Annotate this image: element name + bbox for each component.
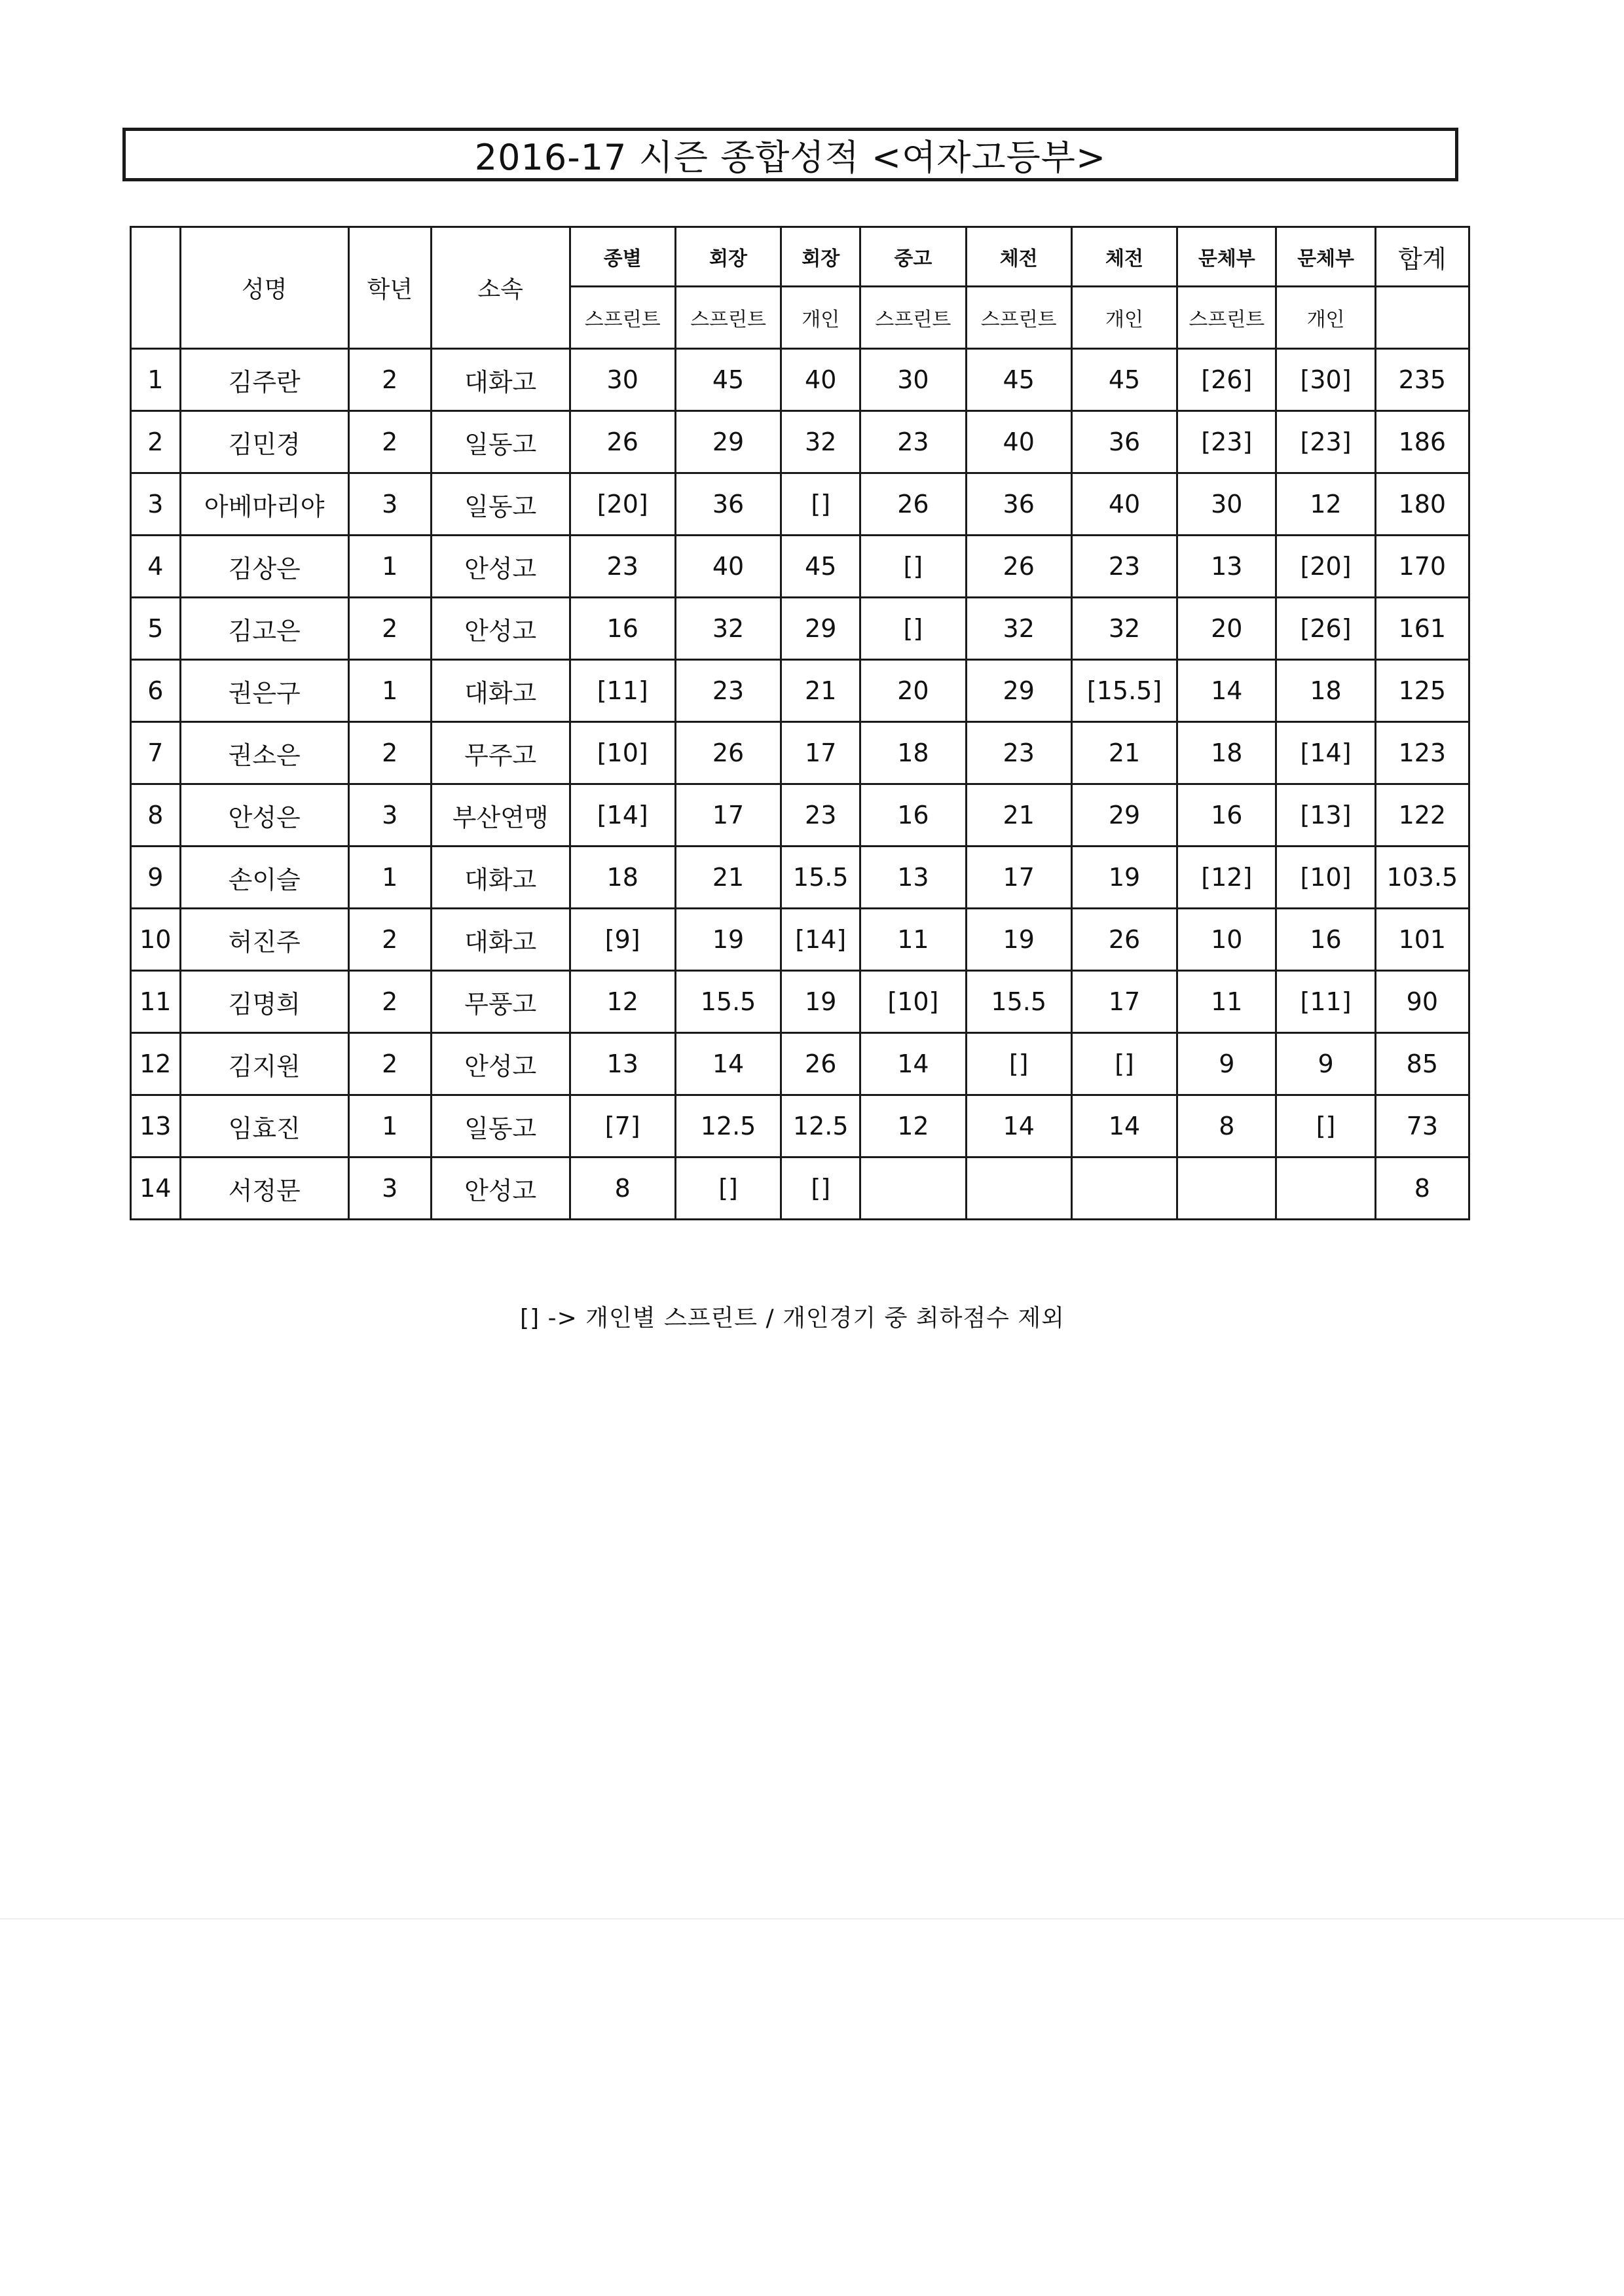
table-row [131,909,1469,971]
score-cell: [15.5] [1071,660,1177,722]
rank-cell: 8 [131,784,181,847]
score-cell: 23 [966,722,1071,784]
score-cell: [] [1071,1033,1177,1095]
grade-cell: 2 [348,1033,431,1095]
score-cell: [10] [1276,847,1375,909]
name-cell: 아베마리야 [180,473,348,536]
score-cell [966,1157,1071,1220]
table-row [131,847,1469,909]
event-header-bottom: 스프린트 [1177,287,1276,349]
score-cell: 16 [1177,784,1276,847]
score-cell: 23 [860,411,966,473]
name-cell: 안성은 [180,784,348,847]
score-cell: 12.5 [781,1095,860,1157]
score-cell: 20 [1177,598,1276,660]
table-row [131,598,1469,660]
rank-cell: 2 [131,411,181,473]
score-cell: 14 [675,1033,781,1095]
header-row-top [131,227,1469,287]
total-cell: 170 [1375,536,1469,598]
score-cell: 12 [860,1095,966,1157]
grade-cell: 1 [348,847,431,909]
score-cell: 29 [966,660,1071,722]
rank-cell: 4 [131,536,181,598]
score-cell: 45 [781,536,860,598]
score-cell: 19 [1071,847,1177,909]
score-cell: 45 [966,349,1071,411]
table-row [131,1033,1469,1095]
rank-cell: 5 [131,598,181,660]
event-header-bottom: 개인 [781,287,860,349]
rank-cell: 12 [131,1033,181,1095]
event-header-bottom: 개인 [1276,287,1375,349]
grade-cell: 3 [348,784,431,847]
rank-cell: 13 [131,1095,181,1157]
score-cell: 19 [675,909,781,971]
name-cell: 김상은 [180,536,348,598]
score-cell: 36 [1071,411,1177,473]
score-cell: 20 [860,660,966,722]
score-table-body [131,349,1469,1220]
score-cell: [] [781,1157,860,1220]
name-cell: 김민경 [180,411,348,473]
score-cell: 23 [1071,536,1177,598]
total-cell: 73 [1375,1095,1469,1157]
score-cell: [11] [1276,971,1375,1033]
rank-cell: 7 [131,722,181,784]
name-cell: 김주란 [180,349,348,411]
score-cell: 16 [570,598,675,660]
name-cell: 임효진 [180,1095,348,1157]
name-cell: 김명희 [180,971,348,1033]
event-header-bottom: 개인 [1071,287,1177,349]
score-cell: [20] [570,473,675,536]
score-cell: 32 [781,411,860,473]
grade-cell: 3 [348,473,431,536]
score-cell: 16 [1276,909,1375,971]
school-cell: 안성고 [431,536,570,598]
score-cell: 9 [1177,1033,1276,1095]
score-cell: 26 [570,411,675,473]
event-header-top: 체전 [1071,227,1177,287]
score-cell: 18 [1177,722,1276,784]
score-cell: [26] [1177,349,1276,411]
grade-header: 학년 [348,227,431,349]
scan-divider [0,1918,1624,1920]
rank-cell: 9 [131,847,181,909]
grade-cell: 2 [348,349,431,411]
grade-cell: 2 [348,598,431,660]
total-cell: 123 [1375,722,1469,784]
score-cell: 23 [675,660,781,722]
score-cell: [14] [1276,722,1375,784]
score-cell: 15.5 [966,971,1071,1033]
event-header-top: 회장 [675,227,781,287]
score-cell: [11] [570,660,675,722]
score-cell: 45 [675,349,781,411]
rank-header [131,227,181,349]
table-row [131,1095,1469,1157]
event-header-bottom: 스프린트 [966,287,1071,349]
score-cell: [] [781,473,860,536]
name-cell: 손이슬 [180,847,348,909]
score-cell: [23] [1177,411,1276,473]
school-cell: 무풍고 [431,971,570,1033]
score-cell: [9] [570,909,675,971]
page-title: 2016-17 시즌 종합성적 <여자고등부> [474,136,1107,178]
score-cell: [] [860,536,966,598]
score-cell: 12 [1276,473,1375,536]
total-cell: 103.5 [1375,847,1469,909]
score-cell: 32 [1071,598,1177,660]
grade-cell: 1 [348,536,431,598]
grade-cell: 2 [348,722,431,784]
total-header-blank [1375,287,1469,349]
score-cell: 30 [570,349,675,411]
score-cell: [30] [1276,349,1375,411]
school-cell: 무주고 [431,722,570,784]
score-cell: 36 [966,473,1071,536]
total-cell: 180 [1375,473,1469,536]
school-cell: 안성고 [431,1033,570,1095]
school-cell: 안성고 [431,1157,570,1220]
score-cell: 17 [675,784,781,847]
total-header: 합계 [1375,227,1469,287]
score-cell: 13 [1177,536,1276,598]
table-row [131,971,1469,1033]
total-cell: 235 [1375,349,1469,411]
score-cell: 23 [781,784,860,847]
score-cell: 32 [675,598,781,660]
table-row [131,536,1469,598]
score-cell: 21 [781,660,860,722]
score-cell: 11 [860,909,966,971]
event-header-bottom: 스프린트 [570,287,675,349]
score-cell: 19 [966,909,1071,971]
rank-cell: 6 [131,660,181,722]
score-cell: 17 [781,722,860,784]
score-cell: [10] [860,971,966,1033]
event-header-top: 문체부 [1276,227,1375,287]
rank-cell: 14 [131,1157,181,1220]
name-cell: 서정문 [180,1157,348,1220]
grade-cell: 3 [348,1157,431,1220]
grade-cell: 1 [348,660,431,722]
event-header-bottom: 스프린트 [675,287,781,349]
score-cell: 14 [1071,1095,1177,1157]
grade-cell: 2 [348,411,431,473]
event-header-bottom: 스프린트 [860,287,966,349]
score-cell: [26] [1276,598,1375,660]
rank-cell: 3 [131,473,181,536]
school-cell: 일동고 [431,1095,570,1157]
score-cell: 8 [570,1157,675,1220]
score-cell: 29 [781,598,860,660]
table-row [131,411,1469,473]
score-cell: 26 [781,1033,860,1095]
score-cell: 15.5 [781,847,860,909]
rank-cell: 11 [131,971,181,1033]
score-cell: 21 [966,784,1071,847]
score-cell: 29 [1071,784,1177,847]
total-cell: 8 [1375,1157,1469,1220]
score-cell: 11 [1177,971,1276,1033]
event-header-top: 문체부 [1177,227,1276,287]
score-cell: 23 [570,536,675,598]
score-cell: 17 [1071,971,1177,1033]
score-cell: 15.5 [675,971,781,1033]
footnote: [] -> 개인별 스프린트 / 개인경기 중 최하점수 제외 [520,1305,1065,1332]
score-cell: 18 [860,722,966,784]
table-row [131,1157,1469,1220]
score-cell: [12] [1177,847,1276,909]
score-cell: 12.5 [675,1095,781,1157]
total-cell: 125 [1375,660,1469,722]
total-cell: 90 [1375,971,1469,1033]
event-header-top: 체전 [966,227,1071,287]
school-header: 소속 [431,227,570,349]
school-cell: 부산연맹 [431,784,570,847]
score-cell: 9 [1276,1033,1375,1095]
score-cell: 14 [1177,660,1276,722]
table-row [131,473,1469,536]
school-cell: 일동고 [431,473,570,536]
score-cell: 45 [1071,349,1177,411]
school-cell: 대화고 [431,909,570,971]
table-row [131,660,1469,722]
score-cell: 36 [675,473,781,536]
rank-cell: 10 [131,909,181,971]
name-cell: 권은구 [180,660,348,722]
grade-cell: 2 [348,971,431,1033]
name-cell: 허진주 [180,909,348,971]
score-cell: 40 [1071,473,1177,536]
score-cell: 40 [781,349,860,411]
score-cell: [] [966,1033,1071,1095]
score-cell: 13 [860,847,966,909]
table-row [131,722,1469,784]
name-cell: 권소은 [180,722,348,784]
score-cell: 40 [966,411,1071,473]
score-cell: [] [675,1157,781,1220]
total-cell: 122 [1375,784,1469,847]
score-cell: 40 [675,536,781,598]
school-cell: 대화고 [431,847,570,909]
grade-cell: 1 [348,1095,431,1157]
score-cell [1071,1157,1177,1220]
school-cell: 일동고 [431,411,570,473]
score-cell: 26 [966,536,1071,598]
score-cell: 21 [1071,722,1177,784]
score-table [130,226,1470,1220]
score-cell: 17 [966,847,1071,909]
total-cell: 101 [1375,909,1469,971]
score-cell: [] [860,598,966,660]
score-cell: [7] [570,1095,675,1157]
score-cell: [] [1276,1095,1375,1157]
score-cell: 16 [860,784,966,847]
score-cell: 26 [675,722,781,784]
event-header-top: 종별 [570,227,675,287]
score-cell: [13] [1276,784,1375,847]
total-cell: 85 [1375,1033,1469,1095]
score-cell [1276,1157,1375,1220]
event-header-top: 중고 [860,227,966,287]
school-cell: 대화고 [431,349,570,411]
score-cell: 26 [860,473,966,536]
score-cell: [10] [570,722,675,784]
name-cell: 김고은 [180,598,348,660]
school-cell: 안성고 [431,598,570,660]
score-cell: 10 [1177,909,1276,971]
score-cell: 18 [1276,660,1375,722]
score-cell: [23] [1276,411,1375,473]
score-cell: 18 [570,847,675,909]
score-cell: [20] [1276,536,1375,598]
total-cell: 161 [1375,598,1469,660]
grade-cell: 2 [348,909,431,971]
name-cell: 김지원 [180,1033,348,1095]
score-cell: 32 [966,598,1071,660]
score-cell: [14] [781,909,860,971]
score-cell: 21 [675,847,781,909]
school-cell: 대화고 [431,660,570,722]
table-row [131,349,1469,411]
name-header: 성명 [180,227,348,349]
total-cell: 186 [1375,411,1469,473]
score-cell: 30 [860,349,966,411]
score-cell [860,1157,966,1220]
score-cell: 14 [966,1095,1071,1157]
score-cell: 14 [860,1033,966,1095]
score-cell: 13 [570,1033,675,1095]
title-box [122,128,1458,181]
score-cell: 8 [1177,1095,1276,1157]
score-cell: 30 [1177,473,1276,536]
score-cell: 12 [570,971,675,1033]
event-header-top: 회장 [781,227,860,287]
score-cell: 19 [781,971,860,1033]
score-cell: [14] [570,784,675,847]
rank-cell: 1 [131,349,181,411]
score-cell: 26 [1071,909,1177,971]
score-cell [1177,1157,1276,1220]
score-cell: 29 [675,411,781,473]
table-row [131,784,1469,847]
